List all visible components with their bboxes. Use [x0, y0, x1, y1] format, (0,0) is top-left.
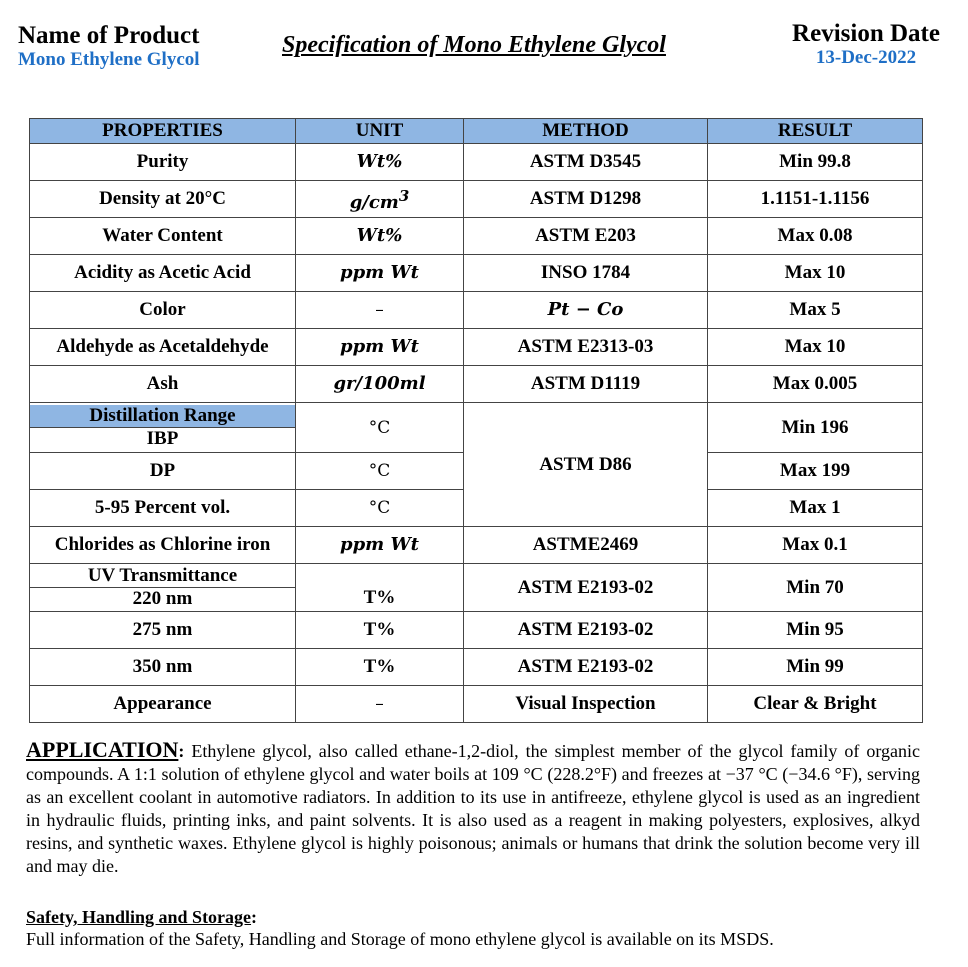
- revision-date: 13-Dec-2022: [815, 47, 917, 68]
- property-cell: Appearance: [30, 686, 296, 723]
- unit-cell: °C: [296, 403, 464, 453]
- uv-220-label: 220 nm: [30, 587, 295, 610]
- specification-table: [29, 118, 923, 723]
- table-row: [30, 527, 923, 564]
- method-cell: ASTM E2313-03: [464, 329, 708, 366]
- uv-transmittance-title: UV Transmittance: [87, 565, 238, 586]
- col-header-properties: PROPERTIES: [30, 119, 296, 144]
- result-cell: Max 0.1: [708, 527, 923, 564]
- property-cell: Color: [30, 292, 296, 329]
- result-cell: Max 1: [708, 490, 923, 527]
- unit-cell: gr/100ml: [296, 366, 464, 403]
- table-row-distillation-ibp: [30, 403, 923, 453]
- method-cell: ASTME2469: [464, 527, 708, 564]
- result-cell: Min 70: [708, 564, 923, 612]
- table-row-uv-350: [30, 649, 923, 686]
- result-cell: 1.1151-1.1156: [708, 181, 923, 218]
- distillation-range-title: Distillation Range: [30, 405, 295, 427]
- table-row: [30, 366, 923, 403]
- method-cell: ASTM E2193-02: [464, 612, 708, 649]
- unit-cell: T%: [296, 649, 464, 686]
- unit-cell: ppm Wt: [296, 329, 464, 366]
- col-header-result: RESULT: [708, 119, 923, 144]
- table-row-uv-220: [30, 564, 923, 612]
- property-cell: DP: [30, 453, 296, 490]
- application-colon: :: [178, 741, 185, 761]
- application-section: [26, 738, 920, 878]
- revision-label: Revision Date: [792, 20, 940, 47]
- result-cell: Min 99: [708, 649, 923, 686]
- result-cell: Clear & Bright: [708, 686, 923, 723]
- property-cell: Purity: [30, 144, 296, 181]
- unit-cell: °C: [296, 490, 464, 527]
- result-cell: Max 0.005: [708, 366, 923, 403]
- property-cell: 5-95 Percent vol.: [30, 490, 296, 527]
- unit-cell: Wt%: [296, 144, 464, 181]
- table-row-uv-275: [30, 612, 923, 649]
- method-cell: ASTM E203: [464, 218, 708, 255]
- unit-base: g/cm: [349, 191, 399, 213]
- ibp-label: IBP: [30, 427, 295, 450]
- unit-cell: °C: [296, 453, 464, 490]
- col-header-unit: UNIT: [296, 119, 464, 144]
- result-cell: Max 199: [708, 453, 923, 490]
- property-cell: [30, 403, 296, 453]
- table-row: [30, 329, 923, 366]
- property-cell: Aldehyde as Acetaldehyde: [30, 329, 296, 366]
- safety-text: Full information of the Safety, Handling and Storage of mono ethylene glycol is available on its MSDS.: [26, 929, 774, 949]
- method-cell: Visual Inspection: [464, 686, 708, 723]
- table-row: [30, 292, 923, 329]
- unit-cell: [296, 181, 464, 218]
- result-cell: Min 95: [708, 612, 923, 649]
- safety-colon: :: [251, 907, 258, 927]
- unit-cell: T%: [296, 564, 464, 612]
- method-cell: Pt − Co: [464, 292, 708, 329]
- property-cell: Ash: [30, 366, 296, 403]
- method-cell: ASTM D1298: [464, 181, 708, 218]
- property-cell: 275 nm: [30, 612, 296, 649]
- result-cell: Max 10: [708, 255, 923, 292]
- result-cell: Min 99.8: [708, 144, 923, 181]
- table-header-row: [30, 119, 923, 144]
- method-cell: ASTM D1119: [464, 366, 708, 403]
- distillation-method-cell: ASTM D86: [464, 403, 708, 527]
- product-name-block: [18, 22, 200, 70]
- method-cell: INSO 1784: [464, 255, 708, 292]
- col-header-method: METHOD: [464, 119, 708, 144]
- unit-superscript: 3: [398, 186, 410, 205]
- property-cell: Density at 20°C: [30, 181, 296, 218]
- revision-block: [786, 20, 946, 68]
- table-row: [30, 218, 923, 255]
- unit-cell: ppm Wt: [296, 527, 464, 564]
- safety-heading: Safety, Handling and Storage: [26, 907, 252, 927]
- result-cell: Max 10: [708, 329, 923, 366]
- safety-section: [26, 906, 926, 950]
- result-cell: Min 196: [708, 403, 923, 453]
- table-row: [30, 181, 923, 218]
- product-name: Mono Ethylene Glycol: [18, 49, 200, 70]
- method-cell: ASTM E2193-02: [464, 649, 708, 686]
- unit-cell: –: [296, 292, 464, 329]
- property-cell: Water Content: [30, 218, 296, 255]
- unit-cell: –: [296, 686, 464, 723]
- unit-cell: T%: [296, 612, 464, 649]
- method-cell: ASTM D3545: [464, 144, 708, 181]
- method-cell: ASTM E2193-02: [464, 564, 708, 612]
- table-row: [30, 255, 923, 292]
- name-label: Name of Product: [18, 22, 200, 49]
- property-cell: Acidity as Acetic Acid: [30, 255, 296, 292]
- unit-cell: Wt%: [296, 218, 464, 255]
- result-cell: Max 0.08: [708, 218, 923, 255]
- property-cell: [30, 564, 296, 612]
- property-cell: 350 nm: [30, 649, 296, 686]
- table-row: [30, 686, 923, 723]
- unit-cell: ppm Wt: [296, 255, 464, 292]
- application-text: Ethylene glycol, also called ethane-1,2-diol, the simplest member of the glycol family of organic compounds. A 1:1 solution of ethylene glycol and water boils at 109 °C (228.2°F) and freezes at −37 °C (−34.6 °F), serving as an excellent coolant in automotive radiators. In addition to its use in antifreeze, ethylene glycol is used as an ingredient in hydraulic fluids, printing inks, and paint solvents. It is also used as a reagent in making polyesters, explosives, alkyd resins, and synthetic waxes. Ethylene glycol is highly poisonous; animals or humans that drink the solution become very ill and may die.: [26, 741, 921, 876]
- property-cell: Chlorides as Chlorine iron: [30, 527, 296, 564]
- table-row: [30, 144, 923, 181]
- result-cell: Max 5: [708, 292, 923, 329]
- page-title: Specification of Mono Ethylene Glycol: [282, 32, 666, 58]
- application-heading: APPLICATION: [26, 737, 179, 762]
